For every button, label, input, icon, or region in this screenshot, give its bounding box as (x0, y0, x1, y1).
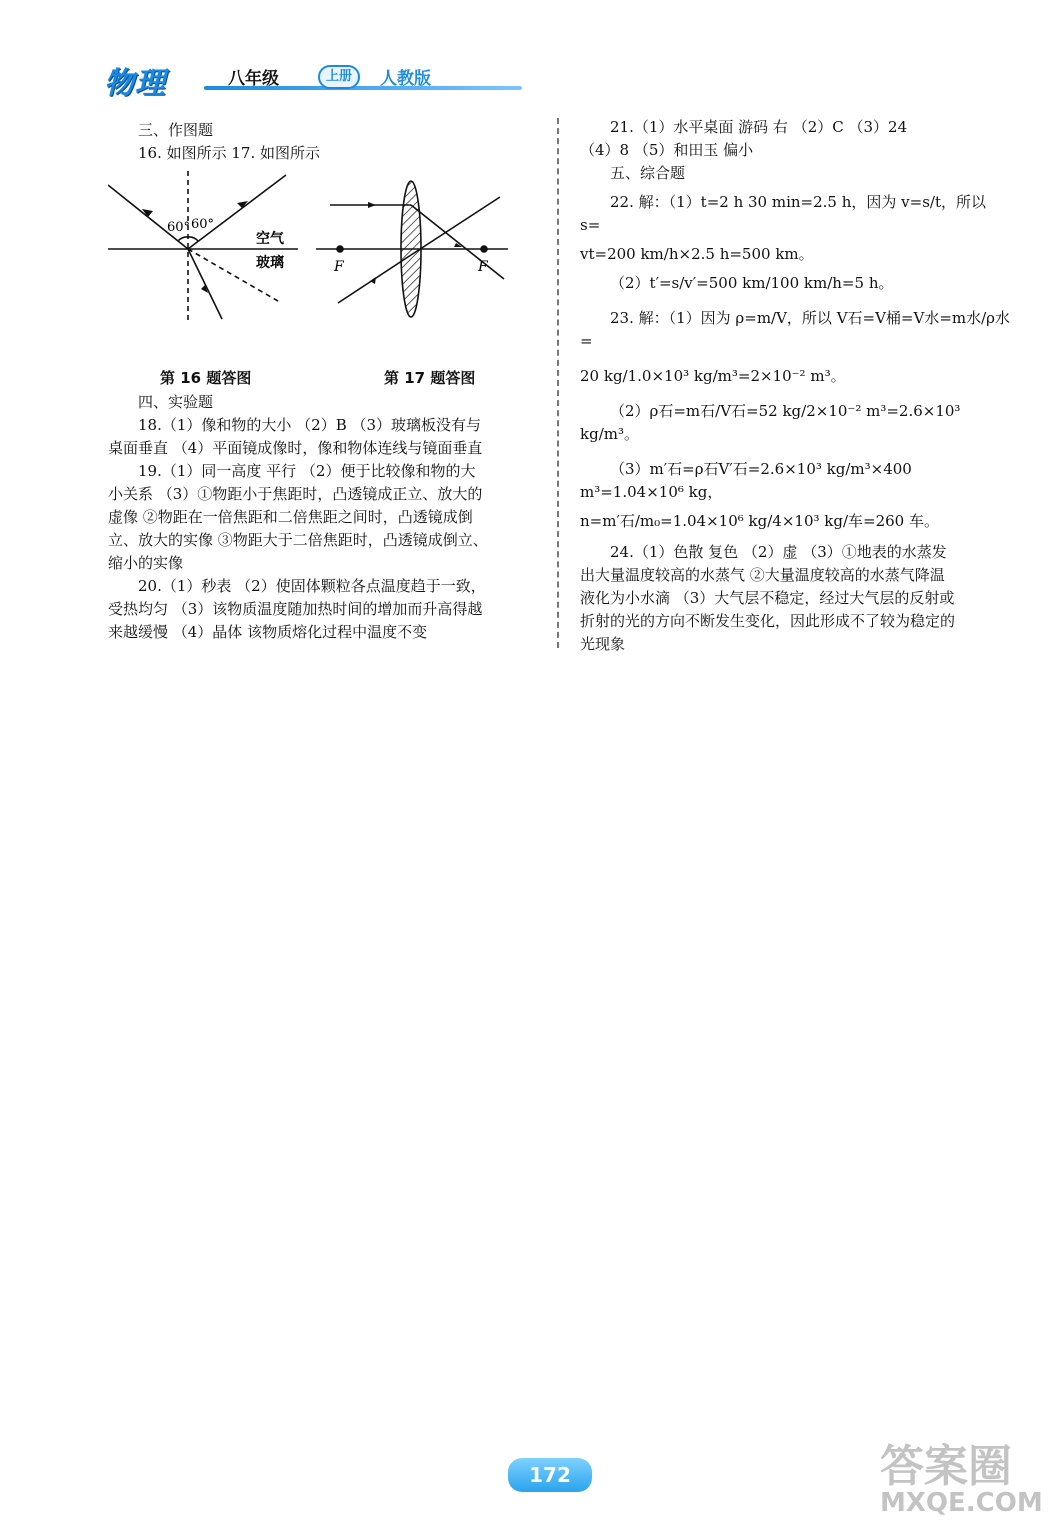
section4-title: 四、实验题 (138, 393, 214, 411)
focus-left (337, 246, 343, 252)
q21-line2: （4）8 （5）和田玉 偏小 (580, 141, 754, 159)
section5-title: 五、综合题 (610, 164, 686, 182)
focus-right (481, 246, 487, 252)
q24-line4: 折射的光的方向不断发生变化，因此形成不了较为稳定的 (580, 612, 956, 630)
figure-diagrams (108, 171, 538, 367)
convex-lens (401, 181, 421, 317)
q23-line2: 20 kg/1.0×10³ kg/m³=2×10⁻² m³。 (580, 367, 846, 385)
q23-line3: （2）ρ石=m石/V石=52 kg/2×10⁻² m³=2.6×10³ kg/m³。 (580, 402, 961, 443)
section3-title: 三、作图题 (138, 121, 214, 139)
watermark-line2: MXQE.COM (880, 1488, 1043, 1518)
angle-left-label: 60° (167, 220, 191, 235)
q24-line3: 液化为小水滴 （3）大气层不稳定，经过大气层的反射或 (580, 589, 955, 607)
book-logo: 物理 (104, 66, 166, 101)
q23-line5: n=m′石/m₀=1.04×10⁶ kg/4×10³ kg/车=260 车。 (580, 512, 939, 530)
q23-line1: 23. 解：（1）因为 ρ=m/V，所以 V石=V桶=V水=m水/ρ水= (580, 309, 1010, 350)
q20-line1: 20.（1）秒表 （2）使固体颗粒各点温度趋于一致， (138, 577, 486, 595)
air-label: 空气 (256, 231, 284, 247)
page-number: 172 (508, 1458, 592, 1492)
left-column (108, 119, 538, 644)
q22-line3: （2）t′=s/v′=500 km/100 km/h=5 h。 (610, 274, 894, 292)
q16-17-answer: 16. 如图所示 17. 如图所示 (138, 144, 321, 162)
watermark-line1: 答案圈 (880, 1441, 1012, 1492)
q22-line2: vt=200 km/h×2.5 h=500 km。 (580, 245, 814, 263)
focus-right-label: F (478, 259, 488, 275)
q24-line1: 24.（1）色散 复色 （2）虚 （3）①地表的水蒸发 (610, 543, 947, 561)
q18-line2: 桌面垂直 （4）平面镜成像时，像和物体连线与镜面垂直 (108, 439, 483, 457)
figure-16-caption: 第 16 题答图 (160, 369, 252, 387)
figure-17 (316, 181, 508, 317)
angle-arc-left (178, 237, 188, 241)
arrow-center (370, 277, 376, 284)
focus-left-label: F (334, 259, 344, 275)
q22-line1: 22. 解：（1）t=2 h 30 min=2.5 h，因为 v=s/t，所以 s= (580, 193, 986, 234)
figure-17-caption: 第 17 题答图 (384, 369, 476, 387)
right-column (580, 116, 1010, 656)
column-divider (557, 118, 559, 648)
refracted-through-focus (411, 205, 504, 279)
glass-label: 玻璃 (256, 255, 284, 271)
q21-line1: 21.（1）水平桌面 游码 右 （2）C （3）24 (610, 118, 908, 136)
angle-right-label: 60° (191, 217, 215, 232)
grade-label: 八年级 (228, 69, 279, 89)
figures-16-17 (108, 171, 538, 391)
q19-line4: 立、放大的实像 ③物距大于二倍焦距时，凸透镜成倒立、 (108, 531, 488, 549)
q20-line3: 来越缓慢 （4）晶体 该物质熔化过程中温度不变 (108, 623, 428, 641)
q24-line2: 出大量温度较高的水蒸气 ②大量温度较高的水蒸气降温 (580, 566, 945, 584)
angle-arc-right (188, 237, 198, 241)
book-header (104, 56, 434, 101)
q19-line1: 19.（1）同一高度 平行 （2）便于比较像和物的大 (138, 462, 476, 480)
q19-line5: 缩小的实像 (108, 554, 184, 572)
q18-line1: 18.（1）像和物的大小 （2）B （3）玻璃板没有与 (138, 416, 482, 434)
volume-badge: 上册 (318, 65, 360, 89)
arrow-parallel (368, 202, 376, 208)
q19-line3: 虚像 ②物距在一倍焦距和二倍焦距之间时，凸透镜成倒 (108, 508, 473, 526)
q24-line5: 光现象 (580, 635, 626, 653)
q20-line2: 受热均匀 （3）该物质温度随加热时间的增加而升高得越 (108, 600, 483, 618)
watermark-logo (880, 1430, 1050, 1530)
edition-label: 人教版 (380, 69, 431, 89)
q23-line4: （3）m′石=ρ石V′石=2.6×10³ kg/m³×400 m³=1.04×10⁶ kg， (580, 460, 912, 501)
q19-line2: 小关系 （3）①物距小于焦距时，凸透镜成正立、放大的 (108, 485, 483, 503)
